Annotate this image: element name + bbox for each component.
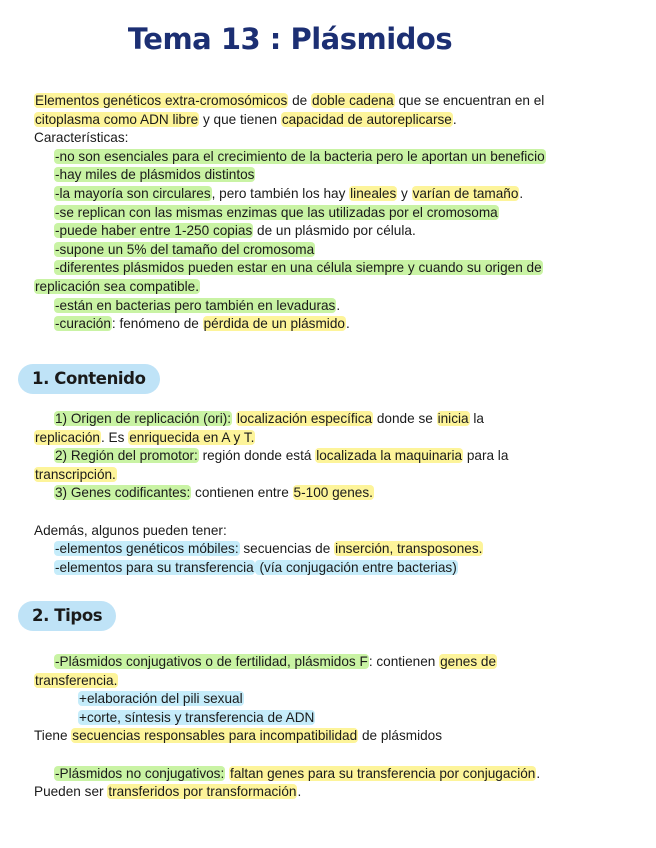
highlight: transferidos por transformación bbox=[108, 784, 297, 800]
highlight: -se replican con las mismas enzimas que las utilizadas por el cromosoma bbox=[55, 204, 498, 220]
highlight: inicia bbox=[437, 411, 469, 426]
tipos-line bbox=[34, 727, 634, 746]
highlight: Elementos genéticos extra-cromosómicos bbox=[35, 93, 288, 108]
highlight: 3) Genes codificantes: bbox=[55, 485, 191, 501]
highlight: -no son esenciales para el crecimiento de la bacteria pero le aportan un beneficio bbox=[55, 148, 545, 164]
characteristic-item bbox=[34, 148, 634, 167]
tipos-line bbox=[34, 709, 634, 728]
tipos-block bbox=[34, 653, 634, 802]
text: y que tienen bbox=[199, 111, 281, 127]
highlight: 2) Región del promotor: bbox=[55, 448, 198, 464]
highlight: pérdida de un plásmido bbox=[203, 316, 345, 332]
highlight: replicación sea compatible. bbox=[35, 278, 199, 294]
highlight: replicación bbox=[35, 429, 100, 445]
characteristic-item bbox=[34, 204, 634, 223]
contenido-line bbox=[34, 540, 634, 559]
highlight: -están en bacterias pero también en levaduras bbox=[55, 297, 336, 313]
text: , pero también los hay bbox=[211, 185, 350, 201]
highlight: -Plásmidos no conjugativos: bbox=[55, 765, 225, 781]
highlight: -puede haber entre 1-250 copias bbox=[55, 223, 253, 239]
characteristic-item bbox=[34, 166, 634, 185]
intro-line bbox=[34, 111, 634, 130]
text: . bbox=[452, 111, 457, 127]
contenido-block bbox=[34, 410, 634, 577]
text: para la bbox=[463, 448, 509, 464]
highlight: +corte, síntesis y transferencia de ADN bbox=[79, 709, 315, 725]
text: donde se bbox=[373, 411, 437, 426]
contenido-line bbox=[34, 466, 634, 485]
highlight: localización específica bbox=[236, 411, 373, 426]
text: de bbox=[288, 93, 312, 108]
tipos-line bbox=[34, 765, 634, 784]
text: : contienen bbox=[368, 654, 440, 669]
contenido-line bbox=[34, 447, 634, 466]
highlight: -elementos genéticos móbiles: bbox=[55, 541, 239, 557]
text: . bbox=[345, 316, 350, 332]
section-heading-contenido: 1. Contenido bbox=[18, 364, 160, 394]
contenido-line bbox=[34, 429, 634, 448]
highlight: 5-100 genes. bbox=[293, 485, 373, 501]
characteristic-item bbox=[34, 259, 634, 278]
text: . bbox=[336, 297, 341, 313]
highlight: doble cadena bbox=[312, 93, 394, 108]
highlight: -hay miles de plásmidos distintos bbox=[55, 167, 255, 183]
highlight: -elementos para su transferencia bbox=[55, 559, 254, 575]
text: : fenómeno de bbox=[111, 316, 203, 332]
text: contienen entre bbox=[191, 485, 293, 501]
tipos-line bbox=[34, 783, 634, 802]
characteristic-item bbox=[34, 315, 634, 334]
highlight: secuencias responsables para incompatibilidad bbox=[72, 728, 358, 744]
text: y bbox=[397, 185, 412, 201]
intro-block bbox=[34, 92, 634, 334]
highlight: varían de tamaño bbox=[412, 185, 519, 201]
text: Pueden ser bbox=[34, 784, 108, 800]
highlight: transferencia. bbox=[35, 672, 118, 688]
highlight: genes de bbox=[440, 654, 497, 669]
tipos-line bbox=[34, 690, 634, 709]
text: . Es bbox=[100, 429, 129, 445]
highlight: -diferentes plásmidos pueden estar en una célula siempre y cuando su origen de bbox=[55, 260, 542, 276]
text: . bbox=[519, 185, 524, 201]
contenido-line bbox=[34, 410, 634, 429]
text: . bbox=[536, 765, 541, 781]
characteristic-item-cont bbox=[34, 278, 634, 297]
text: . bbox=[297, 784, 302, 800]
highlight: -supone un 5% del tamaño del cromosoma bbox=[55, 241, 315, 257]
highlight: inserción, transposones. bbox=[335, 541, 483, 557]
highlight: capacidad de autoreplicarse bbox=[281, 111, 452, 127]
highlight: faltan genes para su transferencia por conjugación bbox=[230, 765, 536, 781]
highlight: -Plásmidos conjugativos o de fertilidad, plásmidos F bbox=[55, 654, 368, 669]
contenido-line bbox=[34, 484, 634, 503]
section-heading-tipos: 2. Tipos bbox=[18, 601, 116, 631]
ademas-label: Además, algunos pueden tener: bbox=[34, 522, 227, 538]
characteristic-item bbox=[34, 222, 634, 241]
highlight: -la mayoría son circulares bbox=[55, 185, 211, 201]
text: de un plásmido por célula. bbox=[253, 223, 416, 239]
characteristic-item bbox=[34, 185, 634, 204]
text: que se encuentran en el bbox=[394, 93, 545, 108]
highlight: +elaboración del pili sexual bbox=[79, 691, 243, 707]
highlight: transcripción. bbox=[35, 466, 116, 482]
characteristics-label: Características: bbox=[34, 130, 129, 146]
highlight: 1) Origen de replicación (ori): bbox=[55, 411, 232, 426]
contenido-line bbox=[34, 559, 634, 578]
text: de plásmidos bbox=[358, 728, 443, 744]
highlight: citoplasma como ADN libre bbox=[35, 111, 199, 127]
highlight: -curación bbox=[55, 316, 111, 332]
intro-line bbox=[34, 92, 634, 111]
highlight: lineales bbox=[350, 185, 397, 201]
text: secuencias de bbox=[239, 541, 335, 557]
tipos-line bbox=[34, 653, 634, 672]
text: la bbox=[469, 411, 484, 426]
text: región donde está bbox=[198, 448, 316, 464]
highlight: localizada la maquinaria bbox=[316, 448, 463, 464]
text: Tiene bbox=[34, 728, 72, 744]
tipos-line bbox=[34, 672, 634, 691]
highlight: (vía conjugación entre bacterias) bbox=[255, 559, 457, 575]
characteristic-item bbox=[34, 297, 634, 316]
characteristic-item bbox=[34, 241, 634, 260]
page-title: Tema 13 : Plásmidos bbox=[127, 22, 453, 56]
spacer bbox=[34, 503, 634, 522]
highlight: enriquecida en A y T. bbox=[129, 429, 255, 445]
spacer bbox=[34, 746, 634, 765]
